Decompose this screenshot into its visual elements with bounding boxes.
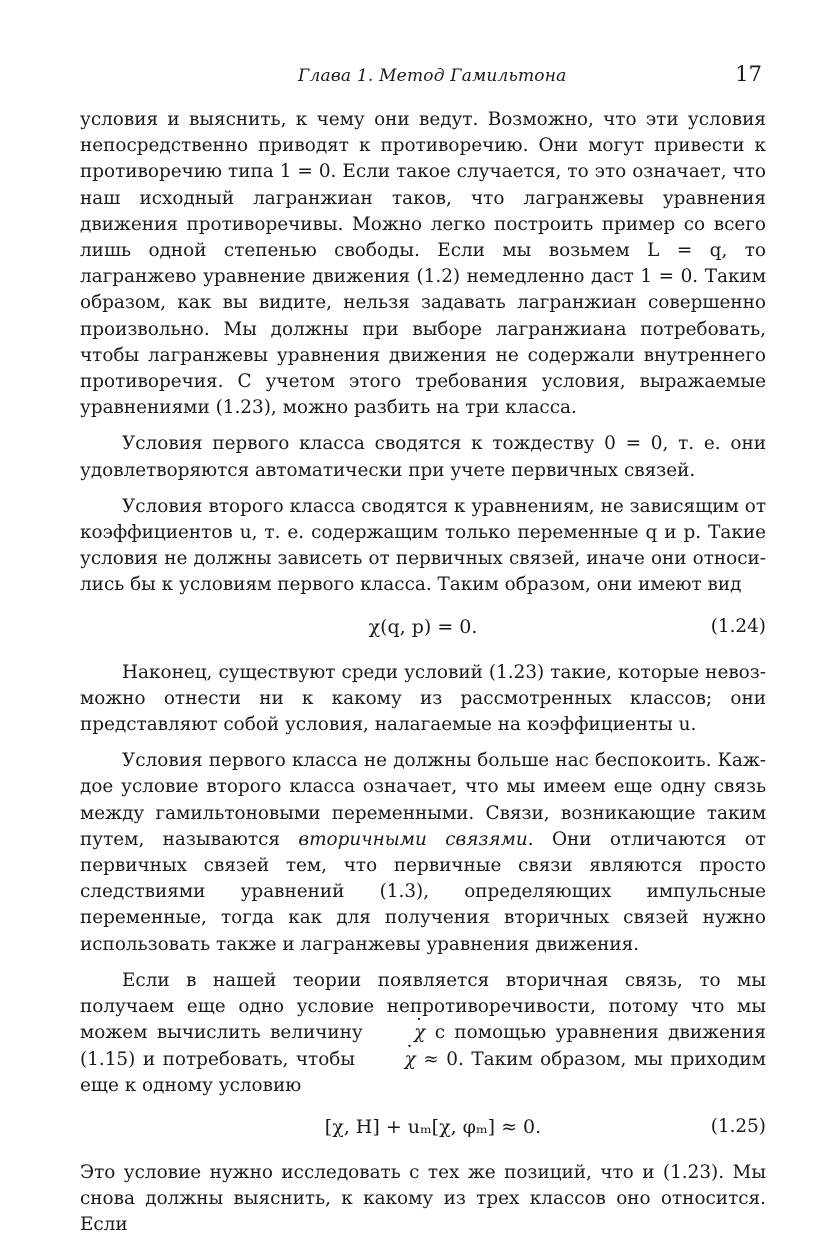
paragraph-6-text-a: Если в нашей теории появляется вторичная связь, то мы получаем еще одно условие непротиворечивости, потому что мы можем вычислить величину: [80, 969, 766, 1044]
page-body: [80, 107, 766, 1239]
chi-dot-symbol: · χ: [363, 1047, 416, 1073]
paragraph-6-text-c: ≈ 0. Таким образом, мы приходим еще к одному условию: [80, 1048, 766, 1096]
chi-dot-symbol: · χ: [372, 1020, 425, 1046]
paragraph-2: Условия первого класса сводятся к тождеству 0 = 0, т. е. они удовлетворяются автоматически при учете первичных связей.: [80, 433, 766, 481]
equation-1-25-number: (1.25): [710, 1115, 766, 1137]
equation-1-24-number: (1.24): [710, 615, 766, 637]
paragraph-3: Условия второго класса сводятся к уравнениям, не зависящим от коэффициентов u, т. е. содержащим только переменные q и p. Такие условия не должны зависеть от первичных связей, иначе они относились бы к условиям первого класса. Таким образом, они имеют вид: [80, 495, 766, 596]
running-head: Глава 1. Метод Гамильтона: [298, 66, 567, 86]
paragraph-4: Наконец, существуют среди условий (1.23) такие, которые невозможно отнести ни к какому из рассмотренных классов; они представляют собой условия, налагаемые на коэффициенты u.: [80, 661, 766, 736]
paragraph-7: Это условие нужно исследовать с тех же позиций, что и (1.23). Мы снова должны выяснить, к какому из трех классов оно относится. Если: [80, 1161, 766, 1236]
equation-1-24: [80, 604, 766, 654]
paragraph-5-text-after: Они отличаются от первичных связей тем, что первичные связи являются просто следствиями уравнений (1.3), определяющих импульсные переменные, тогда как для получения вторичных связей нужно использовать также и лагранжевы уравнения движения.: [80, 828, 766, 955]
equation-1-24-expression: χ(q, p) = 0.: [368, 615, 478, 638]
equation-1-25: [80, 1104, 766, 1154]
paragraph-6-text-b: с помощью уравнения движения (1.15) и потребовать, чтобы: [80, 1022, 766, 1070]
term-secondary-constraints: вторичными связями.: [298, 828, 534, 850]
paragraph-5-text-before: Условия первого класса не должны больше нас беспокоить. Каждое условие второго класса означает, что мы имеем еще одну связь между гамильтоновыми переменными. Связи, возникающие таким путем, называются: [80, 750, 766, 850]
paragraph-6: [80, 968, 766, 1099]
page-header: [80, 62, 766, 92]
page-number: 17: [735, 62, 762, 86]
paragraph-1: условия и выяснить, к чему они ведут. Возможно, что эти условия непосредственно приводят к противоречию. Они могут привести к противоречию типа 1 = 0. Если такое случается, то это означает, что наш исходный лагранжиан таков, что лагранжевы уравнения движения противоречивы. Можно легко построить пример со всего лишь одной степенью свободы. Если мы возьмем L = q, то лагранжево уравнение движения (1.2) немедленно даст 1 = 0. Таким образом, как вы видите, нельзя задавать лагранжиан совершенно произвольно. Мы должны при выборе лагранжиана потребовать, чтобы лагранжевы уравнения движения не содержали внутреннего противоречия. С учетом этого требования условия, выражаемые уравнениями (1.23), можно разбить на три класса.: [80, 109, 766, 419]
equation-1-25-expression: [χ, H] + uₘ[χ, φₘ] ≈ 0.: [324, 1115, 542, 1138]
paragraph-5: [80, 748, 766, 958]
